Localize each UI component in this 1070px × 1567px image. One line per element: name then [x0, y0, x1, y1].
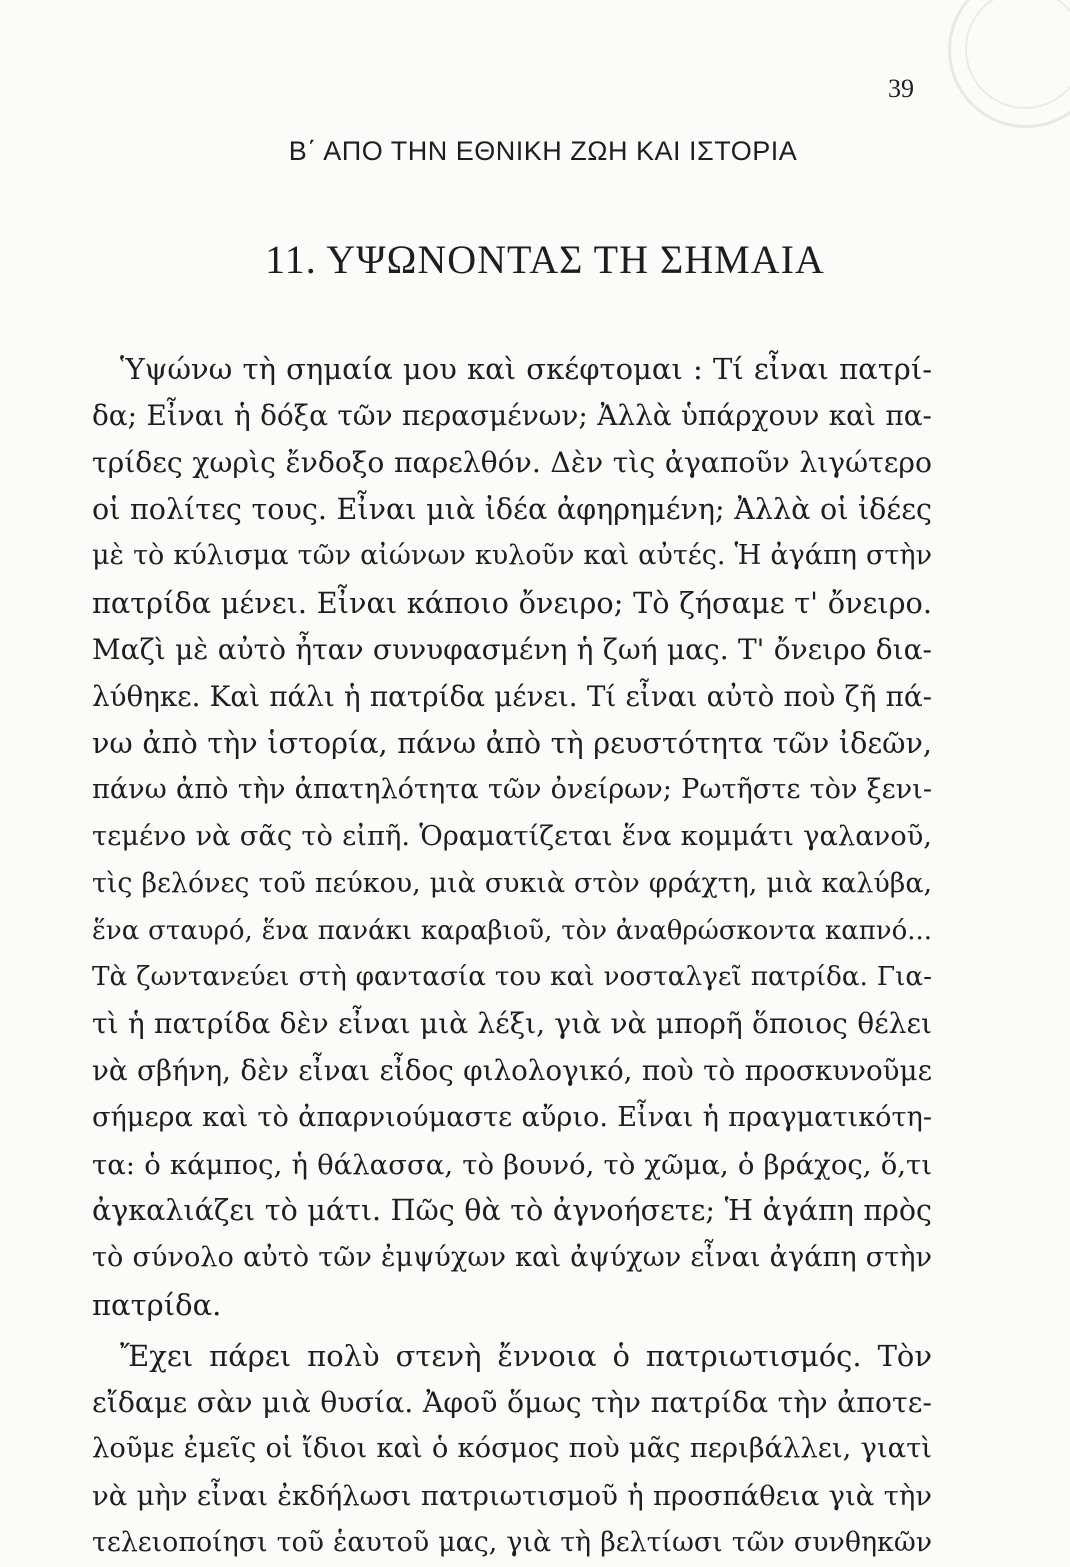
text-line: τα: ὁ κάμπος, ἡ θάλασσα, τὸ βουνό, τὸ χῶμα, ὁ βράχος, ὅ,τι — [92, 1148, 932, 1181]
text-line: πάνω ἀπὸ τὴν ἀπατηλότητα τῶν ὀνείρων; Ρωτῆστε τὸν ξενι- — [92, 774, 932, 806]
body-text — [92, 346, 932, 1567]
text-line: νω ἀπὸ τὴν ἱστορία, πάνω ἀπὸ τὴ ρευστότητα τῶν ἰδεῶν, — [92, 726, 932, 761]
text-line: λύθηκε. Καὶ πάλι ἡ πατρίδα μένει. Τί εἶναι αὐτὸ ποὺ ζῆ πά- — [92, 679, 932, 713]
text-line: μὲ τὸ κύλισμα τῶν αἰώνων κυλοῦν καὶ αὐτές. Ἡ ἀγάπη στὴν — [92, 540, 932, 572]
text-line: τὶ ἡ πατρίδα δὲν εἶναι μιὰ λέξι, γιὰ νὰ μπορῆ ὅποιος θέλει — [92, 1007, 932, 1041]
library-stamp — [948, 0, 1070, 128]
text-line: Τὰ ζωντανεύει στὴ φαντασία του καὶ νοσταλγεῖ πατρίδα. Για- — [92, 962, 932, 993]
text-line: τελειοποίησι τοῦ ἑαυτοῦ μας, γιὰ τὴ βελτίωσι τῶν συνθηκῶν — [92, 1526, 932, 1558]
page-number: 39 — [888, 74, 914, 103]
chapter-title: 11. ΥΨΩΝΟΝΤΑΣ ΤΗ ΣΗΜΑΙΑ — [265, 237, 825, 282]
text-line: τεμένο νὰ σᾶς τὸ εἰπῆ. Ὁραματίζεται ἕνα κομμάτι γαλανοῦ, — [92, 820, 932, 852]
text-line: οἱ πολίτες τους. Εἶναι μιὰ ἰδέα ἀφηρημένη; Ἀλλὰ οἱ ἰδέες — [92, 492, 932, 527]
text-line: δα; Εἶναι ἡ δόξα τῶν περασμένων; Ἀλλὰ ὑπάρχουν καὶ πα- — [92, 398, 932, 432]
text-line: Ὑψώνω τὴ σημαία μου καὶ σκέφτομαι : Τί εἶναι πατρί- — [120, 352, 932, 386]
text-line: Μαζὶ μὲ αὐτὸ ἦταν συνυφασμένη ἡ ζωή μας. Τ' ὄνειρο δια- — [92, 632, 932, 666]
text-line: ἕνα σταυρό, ἕνα πανάκι καραβιοῦ, τὸν ἀναθρώσκοντα καπνό... — [92, 915, 932, 946]
text-line: τὶς βελόνες τοῦ πεύκου, μιὰ συκιὰ στὸν φράχτη, μιὰ καλύβα, — [92, 867, 932, 899]
text-line: Ἔχει πάρει πολὺ στενὴ ἔννοια ὁ πατριωτισμός. Τὸν — [120, 1338, 932, 1373]
text-line: νὰ σβήνη, δὲν εἶναι εἶδος φιλολογικό, ποὺ τὸ προσκυνοῦμε — [92, 1053, 932, 1087]
text-line: σήμερα καὶ τὸ ἀπαρνιούμαστε αὔριο. Εἶναι ἡ πραγματικότη- — [92, 1101, 932, 1133]
paragraph-2 — [92, 1333, 932, 1567]
text-line: ἀγκαλιάζει τὸ μάτι. Πῶς θὰ τὸ ἀγνοήσετε; Ἡ ἀγάπη πρὸς — [92, 1194, 932, 1228]
text-line: πατρίδα. — [92, 1287, 222, 1322]
text-line: νὰ μὴν εἶναι ἐκδήλωσι πατριωτισμοῦ ἡ προσπάθεια γιὰ τὴν — [92, 1480, 932, 1513]
text-line: τρίδες χωρὶς ἔνδοξο παρελθόν. Δὲν τὶς ἀγαποῦν λιγώτερο — [92, 445, 932, 479]
text-line: εἴδαμε σὰν μιὰ θυσία. Ἀφοῦ ὅμως τὴν πατρίδα τὴν ἀποτε- — [92, 1385, 932, 1419]
text-line: τὸ σύνολο αὐτὸ τῶν ἐμψύχων καὶ ἀψύχων εἶναι ἀγάπη στὴν — [92, 1242, 932, 1274]
text-line: λοῦμε ἐμεῖς οἱ ἴδιοι καὶ ὁ κόσμος ποὺ μᾶς περιβάλλει, γιατὶ — [92, 1433, 932, 1465]
section-heading: Β΄ ΑΠΟ ΤΗΝ ΕΘΝΙΚΗ ΖΩΗ ΚΑΙ ΙΣΤΟΡΙΑ — [288, 136, 798, 166]
text-line: πατρίδα μένει. Εἶναι κάποιο ὄνειρο; Τὸ ζήσαμε τ' ὄνειρο. — [92, 585, 932, 620]
paragraph-1 — [92, 346, 932, 1329]
